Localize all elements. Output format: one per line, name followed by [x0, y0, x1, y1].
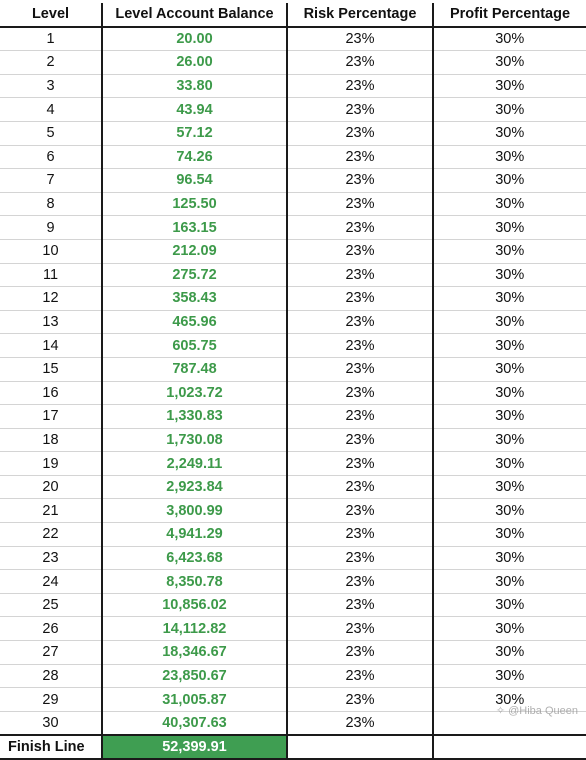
table-row — [0, 499, 586, 523]
balance-cell[interactable]: 275.72 — [102, 263, 287, 287]
profit-cell[interactable]: 30% — [433, 452, 586, 476]
risk-cell[interactable]: 23% — [287, 121, 433, 145]
level-cell[interactable]: 17 — [0, 405, 102, 429]
balance-cell[interactable]: 125.50 — [102, 192, 287, 216]
level-cell[interactable]: 8 — [0, 192, 102, 216]
table-row — [0, 169, 586, 193]
level-cell[interactable]: 2 — [0, 51, 102, 75]
profit-cell[interactable]: 30% — [433, 310, 586, 334]
balance-cell[interactable]: 2,923.84 — [102, 475, 287, 499]
table-row — [0, 381, 586, 405]
table-row — [0, 428, 586, 452]
table-row — [0, 98, 586, 122]
level-cell[interactable]: 12 — [0, 287, 102, 311]
risk-cell[interactable]: 23% — [287, 617, 433, 641]
balance-cell[interactable]: 465.96 — [102, 310, 287, 334]
profit-cell[interactable]: 30% — [433, 688, 586, 712]
level-cell[interactable]: 29 — [0, 688, 102, 712]
profit-cell[interactable]: 30% — [433, 357, 586, 381]
level-cell[interactable]: 9 — [0, 216, 102, 240]
level-cell[interactable]: 11 — [0, 263, 102, 287]
risk-cell[interactable]: 23% — [287, 357, 433, 381]
level-cell[interactable]: 30 — [0, 711, 102, 735]
profit-cell[interactable]: 30% — [433, 192, 586, 216]
level-cell[interactable]: 22 — [0, 523, 102, 547]
finish-balance[interactable]: 52,399.91 — [102, 735, 287, 759]
risk-cell[interactable]: 23% — [287, 593, 433, 617]
table-row — [0, 216, 586, 240]
level-cell[interactable]: 10 — [0, 239, 102, 263]
balance-cell[interactable]: 6,423.68 — [102, 546, 287, 570]
balance-cell[interactable]: 4,941.29 — [102, 523, 287, 547]
watermark-text: @Hiba Queen — [508, 704, 578, 717]
risk-cell[interactable]: 23% — [287, 499, 433, 523]
risk-cell[interactable]: 23% — [287, 145, 433, 169]
risk-cell[interactable]: 23% — [287, 570, 433, 594]
risk-cell[interactable]: 23% — [287, 381, 433, 405]
table-row — [0, 664, 586, 688]
risk-cell[interactable]: 23% — [287, 263, 433, 287]
table-row — [0, 334, 586, 358]
risk-cell[interactable]: 23% — [287, 405, 433, 429]
finish-profit-cell[interactable] — [433, 735, 586, 759]
risk-cell[interactable]: 23% — [287, 428, 433, 452]
risk-cell[interactable]: 23% — [287, 310, 433, 334]
balance-cell[interactable]: 14,112.82 — [102, 617, 287, 641]
header-risk[interactable]: Risk Percentage — [287, 3, 433, 27]
finish-label[interactable]: Finish Line — [0, 735, 102, 759]
watermark — [496, 704, 578, 717]
balance-cell[interactable]: 212.09 — [102, 239, 287, 263]
table-row — [0, 593, 586, 617]
levels-table — [0, 3, 586, 760]
profit-cell[interactable]: 30% — [433, 263, 586, 287]
level-cell[interactable]: 18 — [0, 428, 102, 452]
balance-cell[interactable]: 96.54 — [102, 169, 287, 193]
table-row — [0, 263, 586, 287]
level-cell[interactable]: 4 — [0, 98, 102, 122]
table-row — [0, 475, 586, 499]
profit-cell[interactable]: 30% — [433, 239, 586, 263]
level-cell[interactable]: 28 — [0, 664, 102, 688]
header-row — [0, 3, 586, 27]
profit-cell[interactable]: 30% — [433, 641, 586, 665]
risk-cell[interactable]: 23% — [287, 546, 433, 570]
level-cell[interactable]: 14 — [0, 334, 102, 358]
level-cell[interactable]: 6 — [0, 145, 102, 169]
level-cell[interactable]: 20 — [0, 475, 102, 499]
level-cell[interactable]: 19 — [0, 452, 102, 476]
balance-cell[interactable]: 31,005.87 — [102, 688, 287, 712]
level-cell[interactable]: 5 — [0, 121, 102, 145]
level-cell[interactable]: 16 — [0, 381, 102, 405]
risk-cell[interactable]: 23% — [287, 74, 433, 98]
profit-cell[interactable]: 30% — [433, 145, 586, 169]
table-row — [0, 27, 586, 51]
profit-cell[interactable]: 30% — [433, 334, 586, 358]
level-cell[interactable]: 7 — [0, 169, 102, 193]
balance-cell[interactable]: 1,730.08 — [102, 428, 287, 452]
table-row — [0, 145, 586, 169]
profit-cell[interactable]: 30% — [433, 169, 586, 193]
profit-cell[interactable]: 30% — [433, 617, 586, 641]
balance-cell[interactable]: 74.26 — [102, 145, 287, 169]
level-cell[interactable]: 3 — [0, 74, 102, 98]
table-row — [0, 192, 586, 216]
profit-cell[interactable]: 30% — [433, 570, 586, 594]
profit-cell[interactable]: 30% — [433, 216, 586, 240]
risk-cell[interactable]: 23% — [287, 239, 433, 263]
level-cell[interactable]: 1 — [0, 27, 102, 51]
balance-cell[interactable]: 57.12 — [102, 121, 287, 145]
table-row — [0, 51, 586, 75]
table-row — [0, 523, 586, 547]
balance-cell[interactable]: 23,850.67 — [102, 664, 287, 688]
table-row — [0, 121, 586, 145]
risk-cell[interactable]: 23% — [287, 287, 433, 311]
header-balance[interactable]: Level Account Balance — [102, 3, 287, 27]
profit-cell[interactable]: 30% — [433, 475, 586, 499]
table-row — [0, 287, 586, 311]
balance-cell[interactable]: 605.75 — [102, 334, 287, 358]
profit-cell[interactable]: 30% — [433, 428, 586, 452]
balance-cell[interactable]: 10,856.02 — [102, 593, 287, 617]
risk-cell[interactable]: 23% — [287, 523, 433, 547]
risk-cell[interactable]: 23% — [287, 334, 433, 358]
table-row — [0, 570, 586, 594]
profit-cell[interactable]: 30% — [433, 499, 586, 523]
profit-cell[interactable]: 30% — [433, 593, 586, 617]
profit-cell[interactable]: 30% — [433, 51, 586, 75]
profit-cell[interactable]: 30% — [433, 27, 586, 51]
table-row — [0, 546, 586, 570]
profit-cell[interactable]: 30% — [433, 523, 586, 547]
profit-cell[interactable]: 30% — [433, 98, 586, 122]
balance-cell[interactable]: 40,307.63 — [102, 711, 287, 735]
balance-cell[interactable]: 20.00 — [102, 27, 287, 51]
finish-risk-cell[interactable] — [287, 735, 433, 759]
risk-cell[interactable]: 23% — [287, 216, 433, 240]
balance-cell[interactable]: 26.00 — [102, 51, 287, 75]
table-row — [0, 239, 586, 263]
profit-cell[interactable]: 30% — [433, 546, 586, 570]
table-body — [0, 27, 586, 736]
balance-cell[interactable]: 1,330.83 — [102, 405, 287, 429]
risk-cell[interactable]: 23% — [287, 711, 433, 735]
profit-cell[interactable]: 30% — [433, 664, 586, 688]
table-row — [0, 617, 586, 641]
level-cell[interactable]: 26 — [0, 617, 102, 641]
finish-row — [0, 735, 586, 759]
risk-cell[interactable]: 23% — [287, 452, 433, 476]
level-cell[interactable]: 25 — [0, 593, 102, 617]
profit-cell[interactable]: 30% — [433, 405, 586, 429]
risk-cell[interactable]: 23% — [287, 688, 433, 712]
risk-cell[interactable]: 23% — [287, 169, 433, 193]
risk-cell[interactable]: 23% — [287, 641, 433, 665]
risk-cell[interactable]: 23% — [287, 51, 433, 75]
profit-cell[interactable]: 30% — [433, 121, 586, 145]
profit-cell[interactable]: 30% — [433, 287, 586, 311]
header-profit[interactable]: Profit Percentage — [433, 3, 586, 27]
table-row — [0, 641, 586, 665]
balance-cell[interactable]: 8,350.78 — [102, 570, 287, 594]
level-cell[interactable]: 23 — [0, 546, 102, 570]
risk-cell[interactable]: 23% — [287, 98, 433, 122]
balance-cell[interactable]: 358.43 — [102, 287, 287, 311]
balance-cell[interactable]: 3,800.99 — [102, 499, 287, 523]
level-cell[interactable]: 27 — [0, 641, 102, 665]
header-level[interactable]: Level — [0, 3, 102, 27]
profit-cell[interactable]: 30% — [433, 381, 586, 405]
table-row — [0, 74, 586, 98]
table-row — [0, 452, 586, 476]
balance-cell[interactable]: 18,346.67 — [102, 641, 287, 665]
level-cell[interactable]: 24 — [0, 570, 102, 594]
level-cell[interactable]: 15 — [0, 357, 102, 381]
balance-cell[interactable]: 1,023.72 — [102, 381, 287, 405]
table-row — [0, 310, 586, 334]
table-row — [0, 405, 586, 429]
risk-cell[interactable]: 23% — [287, 192, 433, 216]
balance-cell[interactable]: 33.80 — [102, 74, 287, 98]
profit-cell[interactable]: 30% — [433, 74, 586, 98]
risk-cell[interactable]: 23% — [287, 27, 433, 51]
balance-cell[interactable]: 787.48 — [102, 357, 287, 381]
table-row — [0, 357, 586, 381]
risk-cell[interactable]: 23% — [287, 475, 433, 499]
risk-cell[interactable]: 23% — [287, 664, 433, 688]
level-cell[interactable]: 21 — [0, 499, 102, 523]
watermark-logo-icon: ✧ — [495, 705, 506, 717]
balance-cell[interactable]: 43.94 — [102, 98, 287, 122]
level-cell[interactable]: 13 — [0, 310, 102, 334]
balance-cell[interactable]: 163.15 — [102, 216, 287, 240]
balance-cell[interactable]: 2,249.11 — [102, 452, 287, 476]
